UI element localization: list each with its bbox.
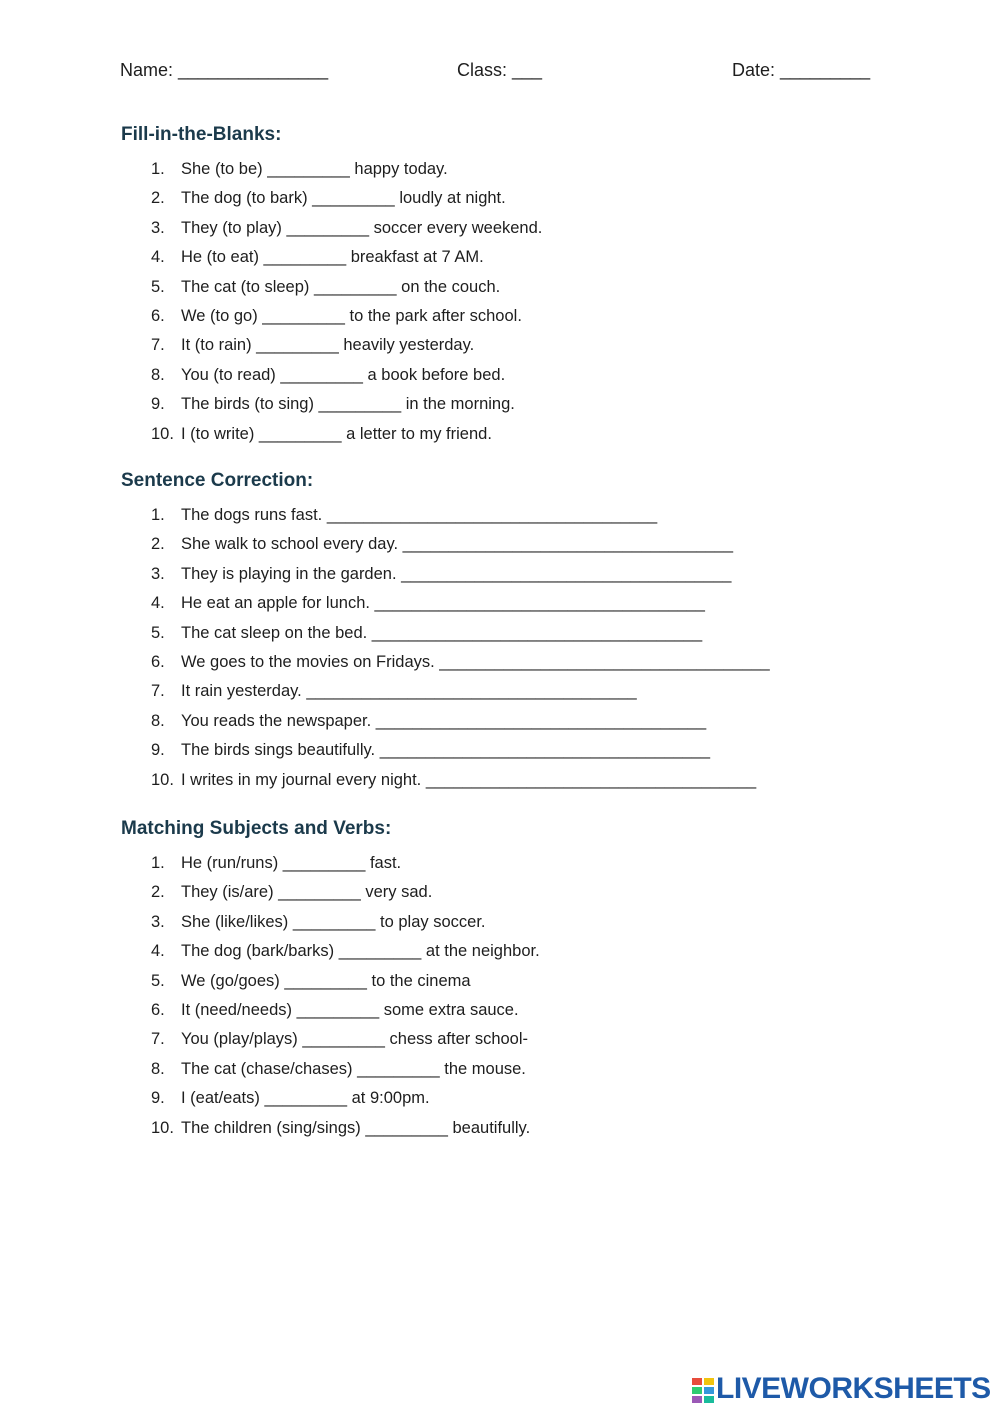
name-field[interactable]: Name: _______________ (120, 60, 329, 80)
question-item[interactable] (0, 248, 1000, 274)
question-item[interactable] (0, 395, 1000, 421)
question-text: She (like/likes) _________ to play soccer. (181, 912, 486, 931)
question-item[interactable] (0, 771, 1000, 797)
question-item[interactable] (0, 1060, 1000, 1086)
question-item[interactable] (0, 741, 1000, 767)
question-number: 8. (151, 365, 165, 384)
question-item[interactable] (0, 854, 1000, 880)
question-text: You (play/plays) _________ chess after school- (181, 1030, 529, 1049)
question-item[interactable] (0, 307, 1000, 333)
question-number: 5. (151, 277, 165, 296)
question-item[interactable] (0, 942, 1000, 968)
question-text: You (to read) _________ a book before bed. (181, 365, 506, 384)
question-number: 3. (151, 564, 165, 583)
question-number: 9. (151, 1089, 165, 1108)
section-title: Fill-in-the-Blanks: (121, 124, 282, 145)
question-item[interactable] (0, 1001, 1000, 1027)
question-text: I writes in my journal every night. ____________________________________ (181, 770, 757, 789)
question-item[interactable] (0, 594, 1000, 620)
question-text: They (to play) _________ soccer every weekend. (181, 218, 543, 237)
question-text: The cat (chase/chases) _________ the mouse. (181, 1059, 526, 1078)
date-field[interactable]: Date: _________ (732, 60, 871, 80)
question-number: 7. (151, 336, 165, 355)
question-item[interactable] (0, 1030, 1000, 1056)
question-item[interactable] (0, 535, 1000, 561)
question-item[interactable] (0, 565, 1000, 591)
question-number: 8. (151, 711, 165, 730)
question-item[interactable] (0, 189, 1000, 215)
question-number: 4. (151, 248, 165, 267)
question-number: 3. (151, 912, 165, 931)
question-item[interactable] (0, 712, 1000, 738)
question-number: 8. (151, 1059, 165, 1078)
liveworksheets-logo (692, 1372, 992, 1408)
question-text: She walk to school every day. ____________________________________ (181, 535, 733, 554)
question-text: The birds sings beautifully. ____________________________________ (181, 741, 711, 760)
question-number: 7. (151, 682, 165, 701)
question-text: He (run/runs) _________ fast. (181, 854, 402, 872)
question-item[interactable] (0, 1119, 1000, 1145)
question-text: It (need/needs) _________ some extra sauce. (181, 1001, 519, 1019)
question-item[interactable] (0, 336, 1000, 362)
question-number: 9. (151, 395, 165, 414)
question-item[interactable] (0, 624, 1000, 650)
question-text: The dog (to bark) _________ loudly at night. (181, 189, 506, 208)
question-number: 1. (151, 506, 165, 524)
question-item[interactable] (0, 682, 1000, 708)
question-item[interactable] (0, 160, 1000, 186)
question-item[interactable] (0, 219, 1000, 245)
question-text: It (to rain) _________ heavily yesterday. (181, 336, 475, 355)
question-text: The cat (to sleep) _________ on the couch. (181, 277, 501, 296)
question-number: 1. (151, 854, 165, 872)
question-text: The children (sing/sings) _________ beautifully. (181, 1118, 531, 1137)
question-number: 1. (151, 160, 165, 178)
question-number: 6. (151, 1001, 165, 1019)
question-number: 3. (151, 218, 165, 237)
question-text: We (go/goes) _________ to the cinema (181, 971, 471, 990)
question-item[interactable] (0, 278, 1000, 304)
question-number: 9. (151, 741, 165, 760)
question-text: You reads the newspaper. ____________________________________ (181, 711, 707, 730)
question-number: 10. (151, 770, 174, 789)
question-text: He (to eat) _________ breakfast at 7 AM. (181, 248, 484, 267)
question-text: He eat an apple for lunch. ____________________________________ (181, 594, 705, 613)
question-number: 10. (151, 424, 174, 443)
question-number: 2. (151, 535, 165, 554)
question-number: 4. (151, 594, 165, 613)
question-text: I (eat/eats) _________ at 9:00pm. (181, 1089, 430, 1108)
logo-text: LIVEWORKSHEETS (716, 1372, 991, 1405)
question-item[interactable] (0, 883, 1000, 909)
question-text: It rain yesterday. ____________________________________ (181, 682, 637, 701)
question-item[interactable] (0, 366, 1000, 392)
question-text: The birds (to sing) _________ in the morning. (181, 395, 515, 414)
question-number: 4. (151, 942, 165, 961)
question-item[interactable] (0, 653, 1000, 679)
question-item[interactable] (0, 1089, 1000, 1115)
class-field[interactable]: Class: ___ (457, 60, 543, 80)
question-text: The dogs runs fast. ____________________________________ (181, 506, 658, 524)
section-title: Matching Subjects and Verbs: (121, 818, 392, 839)
question-item[interactable] (0, 506, 1000, 532)
question-number: 6. (151, 307, 165, 325)
question-number: 2. (151, 883, 165, 902)
question-item[interactable] (0, 972, 1000, 998)
question-text: They is playing in the garden. ____________________________________ (181, 564, 732, 583)
question-text: She (to be) _________ happy today. (181, 160, 448, 178)
question-number: 7. (151, 1030, 165, 1049)
question-text: The dog (bark/barks) _________ at the neighbor. (181, 942, 540, 961)
question-item[interactable] (0, 425, 1000, 451)
question-number: 2. (151, 189, 165, 208)
question-number: 5. (151, 623, 165, 642)
question-text: I (to write) _________ a letter to my friend. (181, 424, 492, 443)
question-text: The cat sleep on the bed. ____________________________________ (181, 623, 703, 642)
question-text: We (to go) _________ to the park after school. (181, 307, 522, 325)
question-text: They (is/are) _________ very sad. (181, 883, 433, 902)
question-number: 6. (151, 653, 165, 671)
liveworksheets-logo-icon (692, 1378, 714, 1404)
question-text: We goes to the movies on Fridays. ____________________________________ (181, 653, 770, 671)
question-item[interactable] (0, 913, 1000, 939)
worksheet-header (0, 60, 1000, 88)
question-number: 5. (151, 971, 165, 990)
section-title: Sentence Correction: (121, 470, 314, 491)
question-number: 10. (151, 1118, 174, 1137)
